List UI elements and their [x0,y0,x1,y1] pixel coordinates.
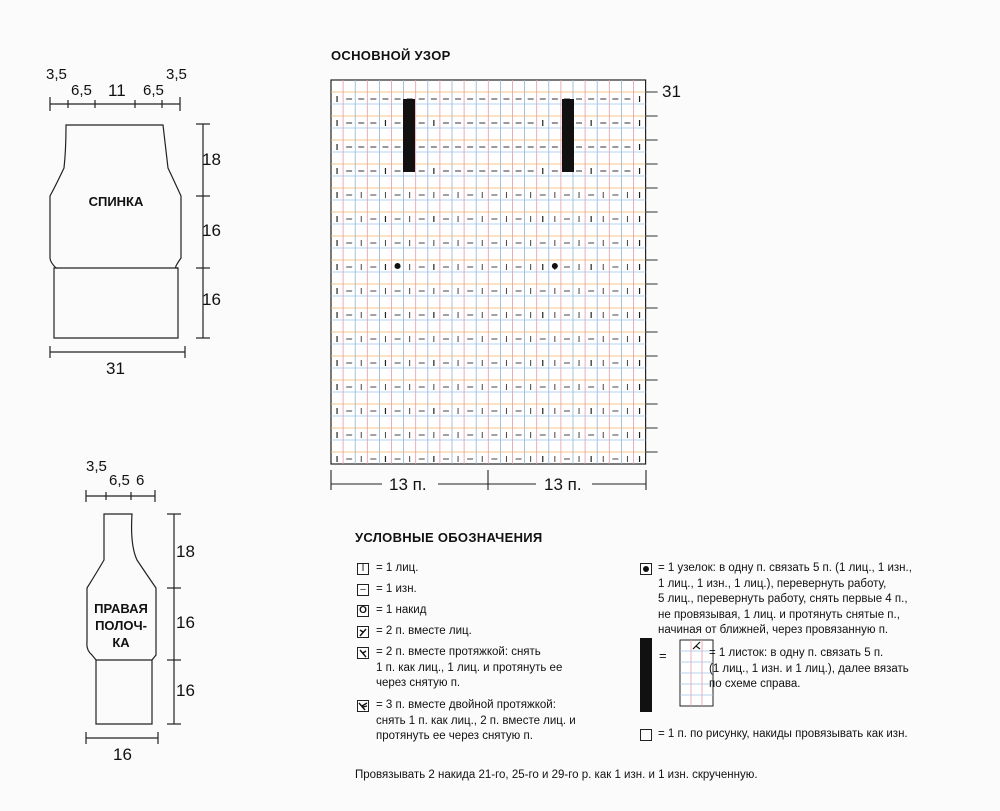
chart-title: ОСНОВНОЙ УЗОР [331,48,451,63]
legend-sk2p-line-3: протянуть ее через снятую п. [376,730,533,742]
back-top-dim-4: 6,5 [143,82,164,99]
legend-sk2p-line-2: снять 1 п. как лиц., 2 п. вместе лиц. и [376,714,576,727]
legend-bobble-line-3: 5 лиц., перевернуть работу, снять первые 4 п., [658,593,908,605]
front-right-dim-3: 16 [176,681,195,700]
front-top-dim-1: 3,5 [86,458,107,475]
legend-bobble-line-1: = 1 узелок: в одну п. связать 5 п. (1 лиц., 1 изн., [658,562,912,574]
row-number: 31 [662,82,681,101]
legend-purl-text: = 1 изн. [376,583,417,595]
back-top-dim-5: 3,5 [166,66,187,83]
legend-ssk-line-2: 1 п. как лиц., 1 лиц. и протянуть ее [376,661,563,674]
back-right-dim-2: 16 [202,221,221,240]
right-front-label-line-2: ПОЛОЧ- [95,618,147,633]
legend-leaf-line-2: (1 лиц., 1 изн. и 1 лиц.), далее вязать [709,662,909,675]
back-right-dim-3: 16 [202,290,221,309]
knit-symbol-icon: I [357,563,369,575]
right-front-label-line-3: КА [112,635,130,650]
legend-empty-text: = 1 п. по рисунку, накиды провязывать как изн. [658,728,908,740]
leaf-equals-sign: = [659,648,667,663]
front-right-dim-1: 18 [176,542,195,561]
front-right-dim-2: 16 [176,613,195,632]
legend-leaf-line-1: = 1 листок: в одну п. связать 5 п. [709,647,884,659]
back-top-dim-3: 11 [108,81,126,100]
legend-leaf-line-3: по схеме справа. [709,678,801,690]
legend-bobble-line-5: начиная от ближней, через провязанную п. [658,624,889,636]
legend-item-leaf [709,646,909,693]
empty-symbol-icon [640,729,652,741]
legend-knit-text: = 1 лиц. [376,562,419,574]
legend-ssk-line-3: через снятую п. [376,677,461,689]
legend-title: УСЛОВНЫЕ ОБОЗНАЧЕНИЯ [355,530,543,545]
legend-item-empty [658,727,908,743]
purl-symbol-icon: – [357,584,369,596]
yarn-over-symbol-icon: O [357,605,369,617]
footnote: Провязывать 2 накида 21-го, 25-го и 29-го р. как 1 изн. и 1 изн. скрученную. [355,769,758,781]
legend-yarn-over-text: = 1 накид [376,604,427,616]
legend-k2tog-text: = 2 п. вместе лиц. [376,625,472,637]
right-front-label-line-1: ПРАВАЯ [94,601,148,616]
back-top-dim-2: 6,5 [71,82,92,99]
back-top-dim-1: 3,5 [46,66,67,83]
legend-bobble-line-4: не провязывая, 1 лиц. и протянуть снятые п., [658,608,900,621]
front-top-dim-2: 6,5 [109,472,130,489]
repeat-label-1: 13 п. [389,475,427,494]
legend-bobble-line-2: 1 лиц., 1 изн., 1 лиц.), перевернуть работу, [658,577,887,590]
repeat-label-2: 13 п. [544,475,582,494]
back-piece-label: СПИНКА [88,194,144,209]
front-bottom-dim: 16 [113,745,132,764]
legend-ssk-line-1: = 2 п. вместе протяжкой: снять [376,646,541,658]
back-bottom-dim: 31 [106,359,125,378]
legend-sk2p-line-1: = 3 п. вместе двойной протяжкой: [376,699,556,711]
back-right-dim-1: 18 [202,150,221,169]
front-top-dim-3: 6 [136,472,145,489]
